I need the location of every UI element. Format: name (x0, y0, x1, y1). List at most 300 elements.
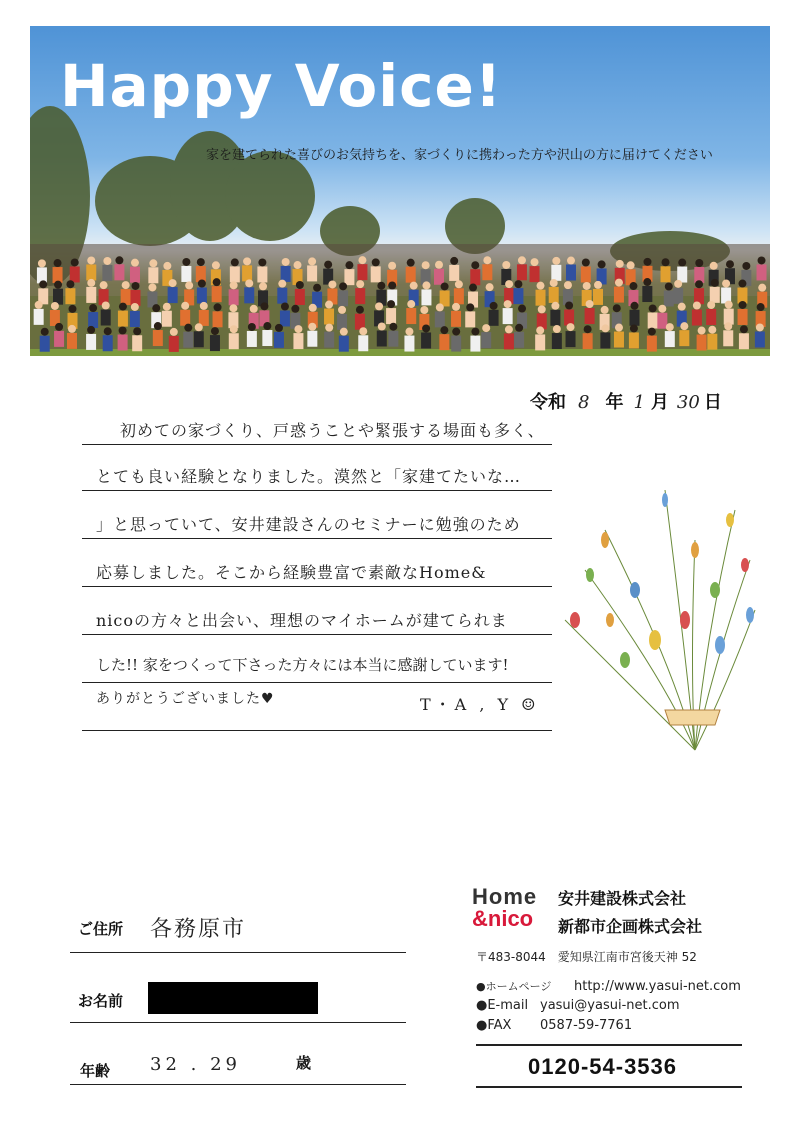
crowd-person-head (756, 323, 764, 331)
crowd-person-head (630, 302, 638, 310)
crowd-person-body (355, 288, 365, 304)
crowd-person-body (647, 336, 657, 352)
crowd-person-head (630, 324, 638, 332)
message-line-2: とても良い経験となりました。漠然と「家建てたいな… (96, 467, 522, 486)
crowd-person-head (39, 280, 47, 288)
crowd-person-body (169, 336, 179, 352)
address-underline (70, 952, 406, 953)
crowd-person-body (153, 330, 163, 346)
crowd-person-head (200, 302, 208, 310)
age-label: 年齢 (80, 1062, 111, 1080)
crowd-person-head (163, 303, 171, 311)
crowd-person-head (678, 259, 686, 267)
crowd-person-head (100, 281, 108, 289)
crowd-person-body (724, 309, 734, 325)
crowd-person-head (758, 284, 766, 292)
crowd-person-head (163, 262, 171, 270)
crowd-person-body (517, 264, 527, 280)
rule-line (82, 444, 552, 445)
crowd-person-body (503, 308, 513, 324)
crowd-person-head (104, 327, 112, 335)
crowd-person-head (275, 324, 283, 332)
crowd-person-head (122, 281, 130, 289)
era-year: 8 (578, 392, 590, 413)
crowd-person-body (707, 334, 717, 350)
crowd-person-body (86, 334, 96, 350)
crowd-person-body (180, 310, 190, 326)
crowd-person-body (34, 309, 44, 325)
company-name-1: 安井建設株式会社 (558, 889, 687, 908)
crowd-person-body (739, 333, 749, 349)
crowd-person-body (435, 311, 445, 327)
crowd-person-body (755, 331, 765, 347)
crowd-person-head (377, 282, 385, 290)
company-address: 〒483-8044 愛知県江南市宮後天神 52 (476, 950, 697, 964)
crowd-person-body (67, 333, 77, 349)
crowd-person-body (337, 314, 347, 330)
crowd-person-head (259, 282, 267, 290)
crowd-person-body (358, 335, 368, 351)
crowd-person-head (722, 279, 730, 287)
crowd-person-body (280, 310, 290, 326)
crowd-person-head (452, 303, 460, 311)
crowd-person-head (441, 282, 449, 290)
crowd-person-head (195, 323, 203, 331)
crowd-person-head (643, 258, 651, 266)
crowd-person-body (564, 309, 574, 325)
crowd-person-body (181, 266, 191, 282)
crowd-person-body (103, 335, 113, 351)
flower-bouquet-illustration (545, 470, 765, 770)
crowd-person-head (627, 261, 635, 269)
crowd-person-head (613, 304, 621, 312)
crowd-person-body (434, 269, 444, 285)
crowd-person-head (68, 325, 76, 333)
crowd-person-body (679, 330, 689, 346)
crowd-person-body (324, 309, 334, 325)
crowd-person-body (53, 267, 63, 283)
crowd-person-head (405, 328, 413, 336)
crowd-person-head (325, 301, 333, 309)
crowd-person-head (51, 302, 59, 310)
crowd-person-head (695, 280, 703, 288)
crowd-person-head (726, 260, 734, 268)
crowd-person-head (711, 279, 719, 287)
crowd-person-head (260, 302, 268, 310)
crowd-person-head (758, 256, 766, 264)
crowd-person-head (68, 305, 76, 313)
crowd-person-head (133, 327, 141, 335)
crowd-person-body (550, 310, 560, 326)
crowd-person-body (102, 265, 112, 281)
signature: T・A , Y ☺ (420, 695, 540, 714)
email-row (476, 998, 680, 1013)
crowd-person-body (230, 266, 240, 282)
crowd-person-head (154, 322, 162, 330)
crowd-person-head (582, 258, 590, 266)
crowd-person-head (567, 323, 575, 331)
crowd-person-body (723, 330, 733, 346)
crowd-person-head (387, 300, 395, 308)
crowd-person-head (35, 301, 43, 309)
crowd-person-head (708, 326, 716, 334)
crowd-person-head (407, 300, 415, 308)
crowd-person-head (564, 281, 572, 289)
crowd-person-head (213, 278, 221, 286)
crowd-person-body (504, 333, 514, 349)
message-line-6: した!! 家をつくって下さった方々には本当に感謝しています! (96, 656, 509, 674)
fax-number: 0587-59-7761 (540, 1018, 633, 1033)
crowd-person-head (742, 262, 750, 270)
year-unit: 年 (605, 392, 624, 413)
crowd-person-head (231, 258, 239, 266)
tel-number[interactable]: 0120-54-3536 (528, 1054, 678, 1079)
crowd-person-head (356, 280, 364, 288)
crowd-person-head (583, 282, 591, 290)
crowd-person-body (614, 287, 624, 303)
message-line-3: 」と思っていて、安井建設さんのセミナーに勉強のため (96, 515, 521, 534)
crowd-person-head (601, 306, 609, 314)
crowd-person-head (339, 282, 347, 290)
email-label: ●E-mail (476, 998, 529, 1013)
crowd-person-head (678, 303, 686, 311)
crowd-person-head (258, 258, 266, 266)
crowd-person-body (489, 310, 499, 326)
crowd-person-head (504, 300, 512, 308)
crowd-person-body (593, 289, 603, 305)
crowd-person-body (257, 266, 267, 282)
crowd-person-head (229, 304, 237, 312)
crowd-person-head (291, 305, 299, 313)
crowd-person-body (274, 332, 284, 348)
crowd-person-head (55, 323, 63, 331)
crowd-person-head (214, 303, 222, 311)
crowd-person-head (170, 328, 178, 336)
crowd-person-body (54, 331, 64, 347)
crowd-person-head (103, 257, 111, 265)
crowd-person-head (282, 258, 290, 266)
rule-line (82, 682, 552, 683)
homepage-row (476, 978, 741, 994)
crowd-person-head (230, 325, 238, 333)
crowd-person-body (86, 287, 96, 303)
crowd-person-head (184, 324, 192, 332)
month-unit: 月 (650, 392, 669, 413)
crowd-person-body (673, 288, 683, 304)
day-unit: 日 (703, 392, 722, 413)
crowd-person-head (87, 256, 95, 264)
crowd-person-body (295, 289, 305, 305)
crowd-person-head (308, 257, 316, 265)
crowd-person-head (455, 280, 463, 288)
crowd-person-body (242, 265, 252, 281)
crowd-person-head (514, 280, 522, 288)
crowd-person-body (213, 311, 223, 327)
crowd-person-body (566, 331, 576, 347)
crowd-person-body (183, 332, 193, 348)
crowd-person-head (313, 284, 321, 292)
crowd-person-head (615, 324, 623, 332)
crowd-person-head (565, 301, 573, 309)
crowd-person-head (490, 302, 498, 310)
crowd-person-head (325, 324, 333, 332)
crowd-person-head (328, 280, 336, 288)
crowd-person-head (131, 259, 139, 267)
crowd-person-body (738, 309, 748, 325)
message-line-1: 初めての家づくり、戸惑うことや緊張する場面も多く、 (120, 421, 545, 440)
crowd-person-head (502, 261, 510, 269)
crowd-person-head (584, 325, 592, 333)
crowd-person-body (162, 311, 172, 327)
crowd-person-head (422, 261, 430, 269)
tel-top-rule (476, 1044, 742, 1046)
crowd-person-head (372, 258, 380, 266)
fax-row (476, 1018, 632, 1033)
crowd-person-head (359, 327, 367, 335)
fax-label: ●FAX (476, 1018, 512, 1033)
crowd-person-body (168, 287, 178, 303)
homepage-label: ●ホームページ (476, 980, 552, 993)
crowd-person-head (169, 279, 177, 287)
crowd-person-head (152, 304, 160, 312)
name-underline (70, 1022, 406, 1023)
message-line-7: ありがとうございました♥ (96, 691, 275, 707)
crowd-person-body (629, 332, 639, 348)
redacted-name (148, 982, 318, 1014)
crowd-person-head (71, 258, 79, 266)
crowd-person-body (692, 310, 702, 326)
address-value: 各務原市 (150, 917, 247, 942)
crowd-person-head (41, 328, 49, 336)
crowd-person-body (614, 332, 624, 348)
crowd-person-body (530, 266, 540, 282)
crowd-person-body (583, 333, 593, 349)
rule-line (82, 490, 552, 491)
crowd-person-head (531, 258, 539, 266)
age-underline (70, 1084, 406, 1085)
crowd-person-body (406, 308, 416, 324)
crowd-person-body (344, 269, 354, 285)
crowd-person-body (307, 265, 317, 281)
date-line (530, 388, 722, 414)
crowd-person-head (483, 256, 491, 264)
crowd-person-head (89, 304, 97, 312)
crowd-person-head (131, 282, 139, 290)
crowd-person-head (466, 303, 474, 311)
crowd-person-head (296, 281, 304, 289)
crowd-person-head (309, 304, 317, 312)
crowd-person-head (629, 282, 637, 290)
crowd-person-head (553, 325, 561, 333)
crowd-person-body (665, 331, 675, 347)
crowd-person-head (281, 302, 289, 310)
crowd-person-body (566, 265, 576, 281)
crowd-person-head (505, 325, 513, 333)
crowd-person-body (148, 267, 158, 283)
email-link[interactable]: yasui@yasui-net.com (540, 998, 680, 1013)
crowd-person-head (87, 279, 95, 287)
crowd-person-body (600, 332, 610, 348)
crowd-person-head (665, 283, 673, 291)
crowd-person-body (514, 332, 524, 348)
crowd-person-head (181, 302, 189, 310)
crowd-person-body (281, 266, 291, 282)
crowd-person-body (465, 311, 475, 327)
crowd-person-head (757, 303, 765, 311)
crowd-person-body (439, 334, 449, 350)
crowd-person-head (648, 328, 656, 336)
crowd-person-head (518, 256, 526, 264)
crowd-person-body (421, 289, 431, 305)
crowd-person-head (345, 261, 353, 269)
crowd-person-head (38, 259, 46, 267)
company-name-2: 新都市企画株式会社 (558, 917, 703, 936)
crowd-person-body (664, 291, 674, 307)
crowd-person-head (198, 280, 206, 288)
crowd-person-head (649, 304, 657, 312)
crowd-person-head (695, 259, 703, 267)
month-value: 1 (633, 392, 645, 413)
crowd-person-body (710, 287, 720, 303)
crowd-person-body (229, 333, 239, 349)
crowd-person-head (212, 261, 220, 269)
crowd-person-head (674, 280, 682, 288)
company-logo-nico: &nico (472, 906, 534, 931)
crowd-person-head (294, 261, 302, 269)
crowd-person-body (88, 312, 98, 328)
crowd-person-head (707, 301, 715, 309)
crowd-person-body (197, 288, 207, 304)
crowd-person-body (451, 336, 461, 352)
age-value: 32 . 29 (150, 1054, 241, 1075)
crowd-person-head (567, 257, 575, 265)
crowd-person-body (132, 335, 142, 351)
crowd-person-head (410, 282, 418, 290)
crowd-person-body (482, 264, 492, 280)
crowd-person-head (538, 305, 546, 313)
crowd-person-body (536, 290, 546, 306)
crowd-person-head (375, 302, 383, 310)
crowd-person-head (211, 327, 219, 335)
message-line-5: nicoの方々と出会い、理想のマイホームが建てられま (96, 611, 508, 630)
crowd-person-body (212, 286, 222, 302)
crowd-person-head (119, 327, 127, 335)
crowd-person-head (389, 323, 397, 331)
crowd-person-head (356, 306, 364, 314)
crowd-person-body (262, 330, 272, 346)
crowd-person-body (421, 332, 431, 348)
crowd-person-head (243, 257, 251, 265)
crowd-person-head (616, 260, 624, 268)
crowd-person-head (131, 303, 139, 311)
name-label: お名前 (78, 992, 124, 1010)
crowd-person-head (294, 325, 302, 333)
crowd-person-head (710, 262, 718, 270)
crowd-person-head (378, 322, 386, 330)
crowd-person-body (404, 336, 414, 352)
day-value: 30 (676, 392, 700, 413)
crowd-person-body (101, 310, 111, 326)
rule-line (82, 586, 552, 587)
crowd-person-head (308, 323, 316, 331)
address-label: ご住所 (78, 920, 124, 938)
crowd-person-head (422, 324, 430, 332)
crowd-person-head (740, 325, 748, 333)
rule-line (82, 730, 552, 731)
crowd-person-head (450, 257, 458, 265)
crowd-person-body (357, 264, 367, 280)
crowd-person-body (277, 288, 287, 304)
crowd-person-head (245, 279, 253, 287)
crowd-person-body (481, 332, 491, 348)
crowd-person-head (725, 301, 733, 309)
crowd-person-head (552, 257, 560, 265)
crowd-person-body (247, 331, 257, 347)
crowd-person-head (102, 302, 110, 310)
crowd-person-head (149, 259, 157, 267)
crowd-person-head (66, 280, 74, 288)
crowd-person-body (130, 267, 140, 283)
crowd-person-head (148, 283, 156, 291)
crowd-person-body (661, 266, 671, 282)
banner-subtitle: 家を建てられた喜びのお気持ちを、家づくりに携わった方や沢山の方に届けてください (206, 148, 713, 163)
company-logo-home: Home (472, 884, 538, 909)
crowd-person-head (666, 323, 674, 331)
crowd-person-head (551, 302, 559, 310)
crowd-person-head (482, 324, 490, 332)
rule-line (82, 538, 552, 539)
crowd-person-body (307, 331, 317, 347)
crowd-person-body (585, 308, 595, 324)
homepage-link[interactable]: http://www.yasui-net.com (574, 979, 741, 994)
crowd-person-body (371, 266, 381, 282)
crowd-person-body (70, 266, 80, 282)
crowd-person-body (549, 287, 559, 303)
crowd-person-body (118, 311, 128, 327)
crowd-person-head (698, 327, 706, 335)
crowd-person-head (505, 280, 513, 288)
crowd-person-body (86, 264, 96, 280)
crowd-person-head (54, 259, 62, 267)
crowd-person-head (515, 324, 523, 332)
crowd-person-head (119, 303, 127, 311)
crowd-person-head (738, 280, 746, 288)
crowd-person-head (724, 322, 732, 330)
header-photo-banner (30, 26, 770, 356)
crowd-person-body (377, 330, 387, 346)
crowd-person-head (358, 256, 366, 264)
era-label: 令和 (530, 392, 566, 413)
crowd-person-head (248, 323, 256, 331)
crowd-person-body (244, 287, 254, 303)
crowd-person-body (648, 312, 658, 328)
crowd-person-head (469, 284, 477, 292)
crowd-person-body (451, 311, 461, 327)
crowd-person-head (739, 301, 747, 309)
crowd-person-head (440, 326, 448, 334)
crowd-person-head (436, 303, 444, 311)
crowd-person-body (210, 335, 220, 351)
crowd-person-head (435, 261, 443, 269)
crowd-person-head (115, 256, 123, 264)
crowd-person-body (551, 265, 561, 281)
crowd-person-head (388, 282, 396, 290)
crowd-person-body (388, 331, 398, 347)
crowd-person-head (185, 281, 193, 289)
crowd-person-body (535, 334, 545, 350)
crowd-person-body (65, 288, 75, 304)
crowd-person-head (662, 258, 670, 266)
